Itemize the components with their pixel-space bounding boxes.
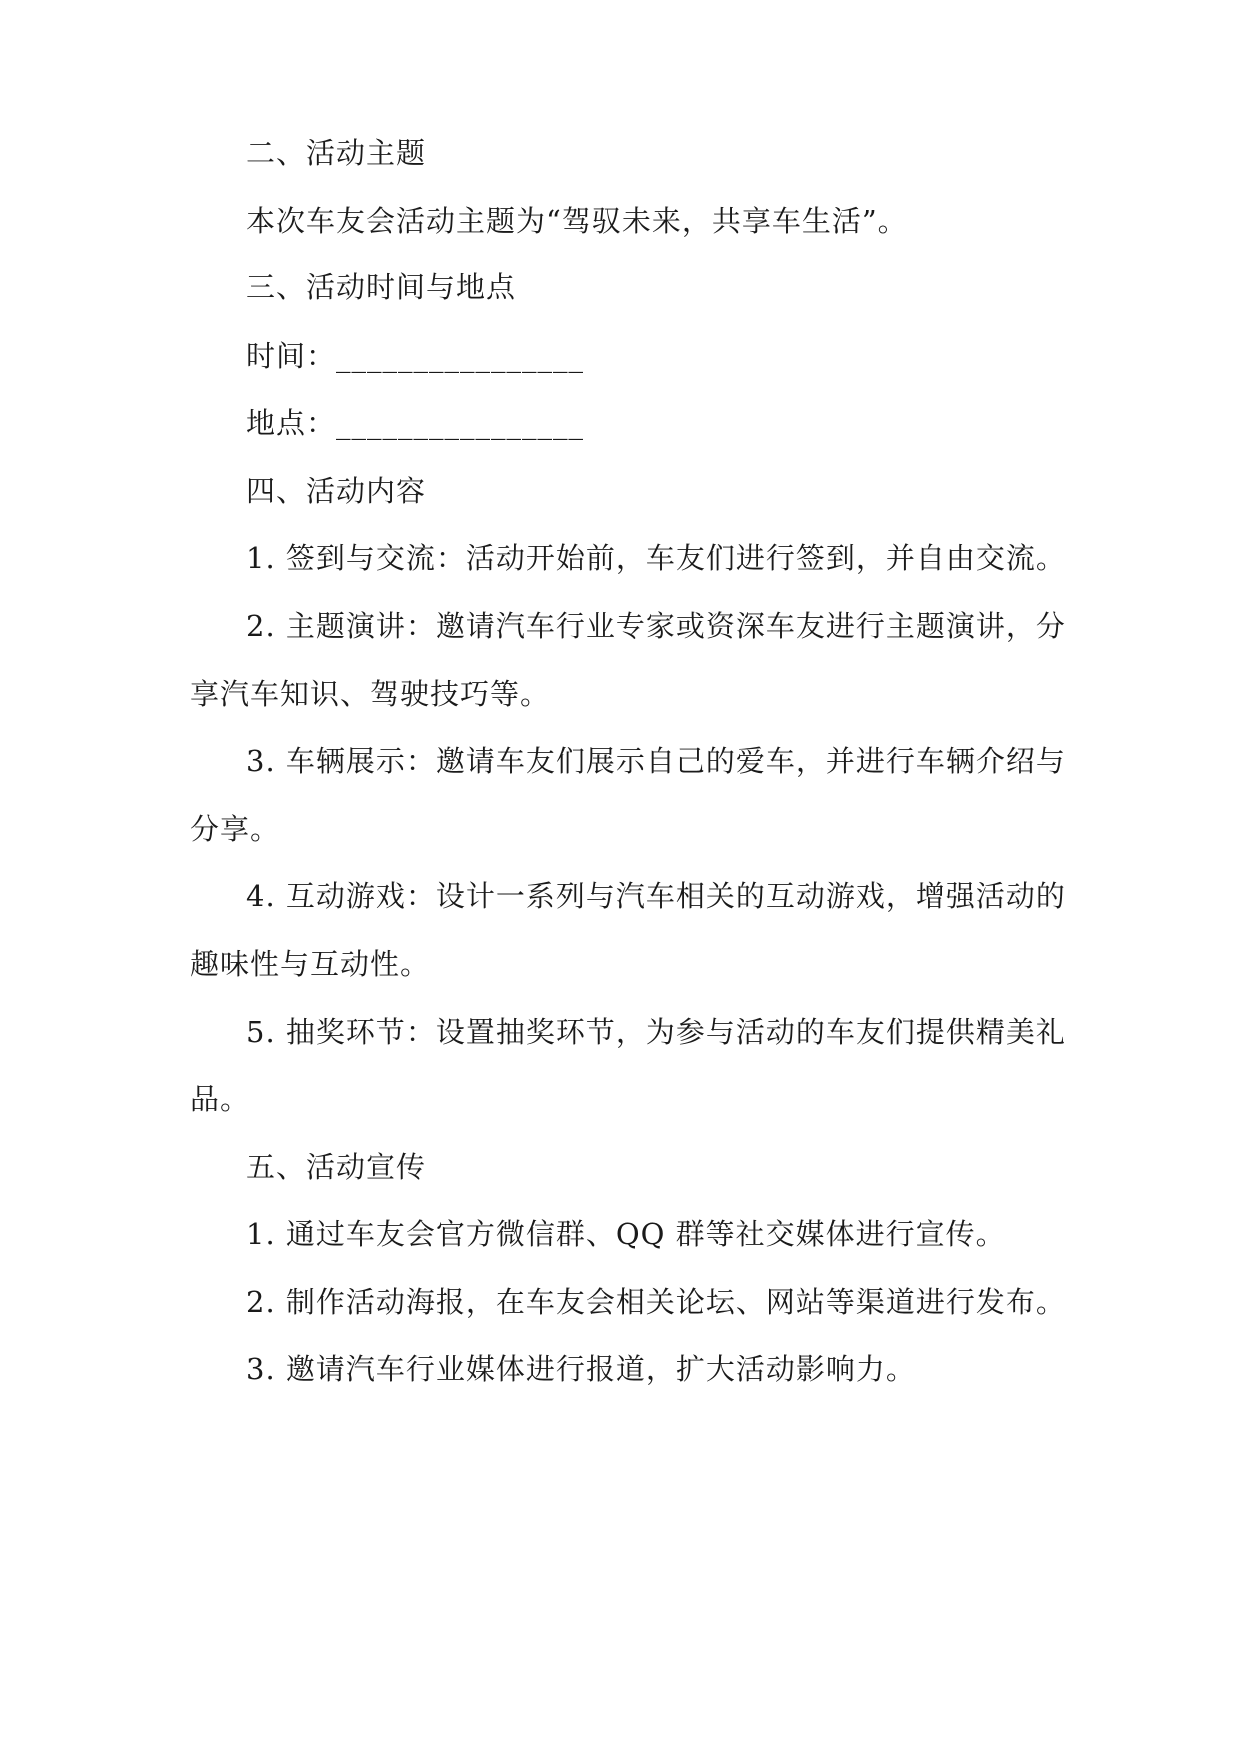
promotion-item-2: 2. 制作活动海报，在车友会相关论坛、网站等渠道进行发布。 xyxy=(246,1285,1066,1319)
section-heading-time-place: 三、活动时间与地点 xyxy=(246,270,517,304)
promotion-item-3: 3. 邀请汽车行业媒体进行报道，扩大活动影响力。 xyxy=(246,1352,916,1386)
section-heading-content: 四、活动内容 xyxy=(246,474,427,508)
content-item-5-line-1: 5. 抽奖环节：设置抽奖环节，为参与活动的车友们提供精美礼 xyxy=(246,1015,1066,1049)
content-item-3-line-2: 分享。 xyxy=(190,812,281,846)
theme-paragraph: 本次车友会活动主题为“驾驭未来，共享车生活”。 xyxy=(246,204,908,238)
time-line: 时间：________________ xyxy=(246,339,585,373)
section-heading-theme: 二、活动主题 xyxy=(246,136,427,170)
place-line: 地点：________________ xyxy=(246,406,585,440)
content-item-1: 1. 签到与交流：活动开始前，车友们进行签到，并自由交流。 xyxy=(246,541,1066,575)
content-item-2-line-1: 2. 主题演讲：邀请汽车行业专家或资深车友进行主题演讲，分 xyxy=(246,609,1066,643)
promotion-item-1: 1. 通过车友会官方微信群、QQ 群等社交媒体进行宣传。 xyxy=(246,1217,1006,1251)
content-item-3-line-1: 3. 车辆展示：邀请车友们展示自己的爱车，并进行车辆介绍与 xyxy=(246,744,1066,778)
section-heading-promotion: 五、活动宣传 xyxy=(246,1150,427,1184)
content-item-5-line-2: 品。 xyxy=(190,1082,251,1116)
content-item-4-line-1: 4. 互动游戏：设计一系列与汽车相关的互动游戏，增强活动的 xyxy=(246,879,1066,913)
content-item-2-line-2: 享汽车知识、驾驶技巧等。 xyxy=(190,677,551,711)
content-item-4-line-2: 趣味性与互动性。 xyxy=(190,947,431,981)
